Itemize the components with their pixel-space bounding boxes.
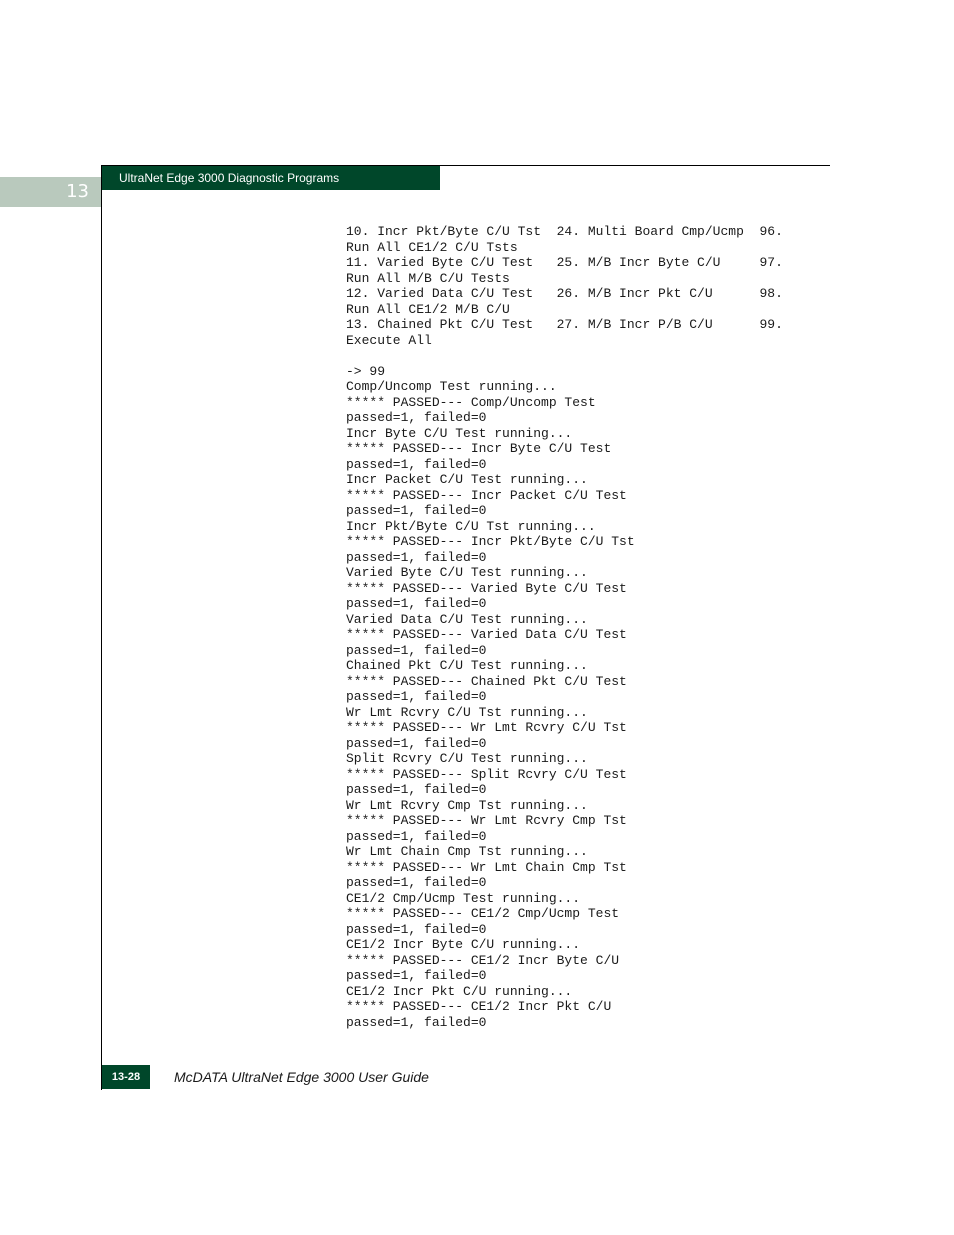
console-line: Run All M/B C/U Tests — [346, 270, 510, 286]
console-line: ***** PASSED--- Varied Data C/U Test — [346, 627, 627, 642]
console-line: Varied Data C/U Test running... — [346, 611, 588, 627]
console-line: ***** PASSED--- Incr Pkt/Byte C/U Tst — [346, 534, 635, 549]
section-title-bar: UltraNet Edge 3000 Diagnostic Programs — [102, 166, 440, 190]
console-line: passed=1, failed=0 — [346, 875, 487, 890]
console-line: passed=1, failed=0 — [346, 456, 487, 472]
console-line: -> 99 — [346, 363, 386, 379]
console-line: passed=1, failed=0 — [346, 782, 487, 797]
console-line: ***** PASSED--- Wr Lmt Chain Cmp Tst — [346, 859, 627, 875]
console-line: Wr Lmt Chain Cmp Tst running... — [346, 844, 588, 859]
console-line: passed=1, failed=0 — [346, 968, 487, 983]
console-line: Incr Byte C/U Test running... — [346, 425, 573, 441]
console-line: ***** PASSED--- Chained Pkt C/U Test — [346, 673, 627, 689]
console-line: passed=1, failed=0 — [346, 503, 487, 518]
console-line: passed=1, failed=0 — [346, 689, 487, 704]
console-line: CE1/2 Incr Pkt C/U running... — [346, 983, 573, 999]
console-line: ***** PASSED--- CE1/2 Incr Byte C/U — [346, 952, 620, 968]
console-line: Varied Byte C/U Test running... — [346, 565, 588, 580]
console-line: ***** PASSED--- Varied Byte C/U Test — [346, 580, 627, 596]
console-line: passed=1, failed=0 — [346, 549, 487, 565]
console-line: 13. Chained Pkt C/U Test 27. M/B Incr P/B C/U 99. — [346, 317, 783, 332]
console-line — [346, 348, 783, 364]
console-line: passed=1, failed=0 — [346, 410, 487, 425]
console-line: CE1/2 Incr Byte C/U running... — [346, 937, 581, 952]
console-line: Split Rcvry C/U Test running... — [346, 751, 588, 766]
chapter-number-tab: 13 — [0, 177, 101, 207]
console-line: passed=1, failed=0 — [346, 735, 487, 751]
console-line: Run All CE1/2 C/U Tsts — [346, 239, 518, 255]
console-line: 10. Incr Pkt/Byte C/U Tst 24. Multi Board Cmp/Ucmp 96. — [346, 224, 783, 239]
console-output-block — [346, 224, 783, 1030]
console-line: Chained Pkt C/U Test running... — [346, 658, 588, 673]
console-line: ***** PASSED--- Wr Lmt Rcvry Cmp Tst — [346, 813, 627, 828]
console-line: CE1/2 Cmp/Ucmp Test running... — [346, 890, 581, 906]
console-line: ***** PASSED--- CE1/2 Cmp/Ucmp Test — [346, 906, 620, 921]
console-line: ***** PASSED--- CE1/2 Incr Pkt C/U — [346, 999, 612, 1014]
console-line: passed=1, failed=0 — [346, 828, 487, 844]
console-line: passed=1, failed=0 — [346, 921, 487, 937]
footer-guide-title: McDATA UltraNet Edge 3000 User Guide — [174, 1069, 429, 1085]
console-line: ***** PASSED--- Comp/Uncomp Test — [346, 394, 596, 410]
console-line: ***** PASSED--- Split Rcvry C/U Test — [346, 766, 627, 782]
console-line: Comp/Uncomp Test running... — [346, 379, 557, 394]
console-line: passed=1, failed=0 — [346, 1014, 487, 1030]
console-line: Run All CE1/2 M/B C/U — [346, 301, 510, 317]
console-line: Wr Lmt Rcvry Cmp Tst running... — [346, 797, 588, 813]
page-left-rule — [101, 165, 102, 1090]
console-line: passed=1, failed=0 — [346, 642, 487, 658]
console-line: ***** PASSED--- Incr Byte C/U Test — [346, 441, 612, 456]
console-line: ***** PASSED--- Incr Packet C/U Test — [346, 487, 627, 503]
console-line: Incr Pkt/Byte C/U Tst running... — [346, 518, 596, 534]
page-number-badge: 13-28 — [102, 1065, 150, 1089]
console-line: 12. Varied Data C/U Test 26. M/B Incr Pkt C/U 98. — [346, 286, 783, 301]
console-line: ***** PASSED--- Wr Lmt Rcvry C/U Tst — [346, 720, 627, 735]
console-line: passed=1, failed=0 — [346, 596, 487, 611]
console-line: Incr Packet C/U Test running... — [346, 472, 588, 487]
console-line: Wr Lmt Rcvry C/U Tst running... — [346, 704, 588, 720]
console-line: Execute All — [346, 332, 432, 348]
console-line: 11. Varied Byte C/U Test 25. M/B Incr Byte C/U 97. — [346, 255, 783, 270]
